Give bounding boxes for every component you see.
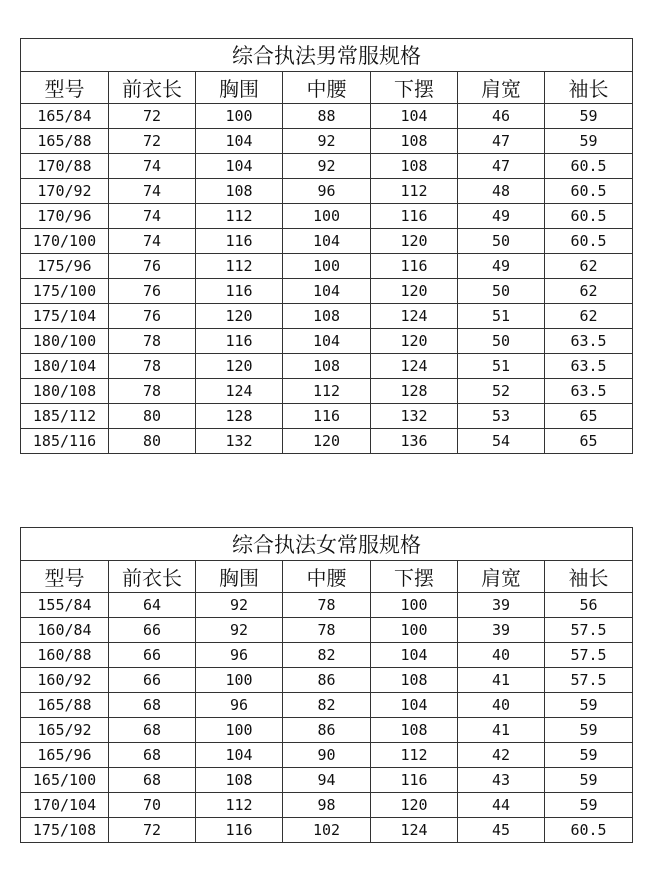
table-cell: 64 [109, 593, 196, 618]
table-cell: 62 [545, 279, 633, 304]
table-cell: 180/104 [21, 354, 109, 379]
table-cell: 128 [371, 379, 458, 404]
table-cell: 96 [283, 179, 371, 204]
men-spec-table [20, 38, 633, 454]
table-cell: 62 [545, 254, 633, 279]
table-cell: 170/88 [21, 154, 109, 179]
table-row [21, 229, 633, 254]
table-cell: 124 [371, 304, 458, 329]
table-cell: 92 [283, 154, 371, 179]
table-cell: 78 [283, 593, 371, 618]
table-cell: 60.5 [545, 229, 633, 254]
table-cell: 100 [283, 204, 371, 229]
table-cell: 66 [109, 643, 196, 668]
table-cell: 80 [109, 404, 196, 429]
table-cell: 39 [458, 593, 545, 618]
men-table-body [21, 104, 633, 454]
table-cell: 92 [283, 129, 371, 154]
table-cell: 160/88 [21, 643, 109, 668]
table-cell: 46 [458, 104, 545, 129]
table-cell: 51 [458, 304, 545, 329]
table-cell: 62 [545, 304, 633, 329]
table-cell: 57.5 [545, 668, 633, 693]
table-cell: 132 [196, 429, 283, 454]
table-cell: 92 [196, 593, 283, 618]
table-cell: 116 [196, 329, 283, 354]
table-cell: 108 [371, 718, 458, 743]
table-cell: 170/104 [21, 793, 109, 818]
table-cell: 82 [283, 643, 371, 668]
table-cell: 104 [283, 329, 371, 354]
table-cell: 86 [283, 718, 371, 743]
table-cell: 108 [283, 304, 371, 329]
table-cell: 136 [371, 429, 458, 454]
table-row [21, 304, 633, 329]
table-cell: 112 [196, 793, 283, 818]
table-cell: 116 [196, 279, 283, 304]
table-row [21, 793, 633, 818]
column-header: 型号 [21, 72, 109, 104]
table-cell: 59 [545, 129, 633, 154]
table-cell: 108 [196, 179, 283, 204]
table-cell: 104 [371, 643, 458, 668]
table-cell: 59 [545, 718, 633, 743]
table-cell: 175/100 [21, 279, 109, 304]
table-cell: 65 [545, 404, 633, 429]
table-cell: 50 [458, 329, 545, 354]
table-cell: 80 [109, 429, 196, 454]
table-cell: 59 [545, 743, 633, 768]
table-cell: 66 [109, 668, 196, 693]
table-cell: 112 [371, 179, 458, 204]
table-row [21, 818, 633, 843]
table-cell: 41 [458, 718, 545, 743]
table-cell: 47 [458, 154, 545, 179]
table-cell: 96 [196, 693, 283, 718]
table-cell: 53 [458, 404, 545, 429]
table-cell: 116 [196, 818, 283, 843]
table-cell: 39 [458, 618, 545, 643]
table-cell: 78 [283, 618, 371, 643]
table-cell: 65 [545, 429, 633, 454]
table-cell: 59 [545, 104, 633, 129]
table-cell: 60.5 [545, 154, 633, 179]
men-header-row [21, 72, 633, 104]
table-cell: 185/116 [21, 429, 109, 454]
table-cell: 100 [196, 104, 283, 129]
table-row [21, 354, 633, 379]
table-cell: 104 [371, 693, 458, 718]
table-row [21, 618, 633, 643]
table-cell: 108 [283, 354, 371, 379]
table-cell: 165/96 [21, 743, 109, 768]
table-cell: 40 [458, 643, 545, 668]
table-cell: 160/92 [21, 668, 109, 693]
table-cell: 120 [371, 279, 458, 304]
table-cell: 68 [109, 768, 196, 793]
table-cell: 78 [109, 354, 196, 379]
table-cell: 108 [371, 668, 458, 693]
column-header: 肩宽 [458, 561, 545, 593]
table-cell: 112 [196, 254, 283, 279]
table-cell: 63.5 [545, 329, 633, 354]
column-header: 胸围 [196, 561, 283, 593]
table-cell: 104 [196, 154, 283, 179]
table-cell: 92 [196, 618, 283, 643]
table-row [21, 104, 633, 129]
table-row [21, 179, 633, 204]
table-cell: 108 [196, 768, 283, 793]
table-cell: 78 [109, 329, 196, 354]
women-table-title: 综合执法女常服规格 [21, 528, 633, 561]
table-cell: 63.5 [545, 354, 633, 379]
table-cell: 49 [458, 204, 545, 229]
women-table-body [21, 593, 633, 843]
table-cell: 60.5 [545, 818, 633, 843]
table-cell: 112 [371, 743, 458, 768]
column-header: 下摆 [371, 72, 458, 104]
table-cell: 124 [371, 354, 458, 379]
table-cell: 82 [283, 693, 371, 718]
table-row [21, 593, 633, 618]
table-row [21, 429, 633, 454]
table-cell: 94 [283, 768, 371, 793]
women-header-row [21, 561, 633, 593]
table-cell: 74 [109, 229, 196, 254]
table-cell: 50 [458, 279, 545, 304]
table-cell: 63.5 [545, 379, 633, 404]
table-cell: 57.5 [545, 618, 633, 643]
table-cell: 155/84 [21, 593, 109, 618]
table-cell: 165/88 [21, 129, 109, 154]
table-cell: 175/108 [21, 818, 109, 843]
table-cell: 72 [109, 129, 196, 154]
table-cell: 51 [458, 354, 545, 379]
table-cell: 59 [545, 768, 633, 793]
table-cell: 124 [371, 818, 458, 843]
table-cell: 59 [545, 793, 633, 818]
table-cell: 108 [371, 129, 458, 154]
table-cell: 49 [458, 254, 545, 279]
table-cell: 100 [371, 618, 458, 643]
table-row [21, 279, 633, 304]
table-row [21, 404, 633, 429]
column-header: 袖长 [545, 72, 633, 104]
table-row [21, 743, 633, 768]
table-cell: 160/84 [21, 618, 109, 643]
table-row [21, 668, 633, 693]
table-cell: 57.5 [545, 643, 633, 668]
table-cell: 100 [196, 718, 283, 743]
table-cell: 124 [196, 379, 283, 404]
table-cell: 180/108 [21, 379, 109, 404]
table-cell: 44 [458, 793, 545, 818]
table-cell: 86 [283, 668, 371, 693]
table-row [21, 379, 633, 404]
table-row [21, 154, 633, 179]
table-cell: 76 [109, 254, 196, 279]
table-row [21, 129, 633, 154]
table-cell: 132 [371, 404, 458, 429]
table-cell: 165/92 [21, 718, 109, 743]
table-cell: 78 [109, 379, 196, 404]
table-cell: 102 [283, 818, 371, 843]
table-cell: 72 [109, 818, 196, 843]
table-cell: 68 [109, 718, 196, 743]
table-cell: 70 [109, 793, 196, 818]
table-cell: 112 [196, 204, 283, 229]
table-cell: 104 [196, 129, 283, 154]
table-cell: 165/100 [21, 768, 109, 793]
column-header: 胸围 [196, 72, 283, 104]
column-header: 前衣长 [109, 561, 196, 593]
table-cell: 74 [109, 204, 196, 229]
table-cell: 128 [196, 404, 283, 429]
table-cell: 165/84 [21, 104, 109, 129]
table-cell: 52 [458, 379, 545, 404]
column-header: 中腰 [283, 72, 371, 104]
table-cell: 104 [283, 229, 371, 254]
table-cell: 100 [196, 668, 283, 693]
table-cell: 120 [371, 229, 458, 254]
column-header: 前衣长 [109, 72, 196, 104]
table-cell: 40 [458, 693, 545, 718]
table-cell: 98 [283, 793, 371, 818]
table-cell: 185/112 [21, 404, 109, 429]
table-cell: 104 [283, 279, 371, 304]
column-header: 中腰 [283, 561, 371, 593]
table-row [21, 643, 633, 668]
table-cell: 74 [109, 154, 196, 179]
table-cell: 43 [458, 768, 545, 793]
table-cell: 60.5 [545, 179, 633, 204]
table-cell: 175/104 [21, 304, 109, 329]
table-cell: 120 [196, 354, 283, 379]
column-header: 下摆 [371, 561, 458, 593]
table-row [21, 329, 633, 354]
table-cell: 96 [196, 643, 283, 668]
table-row [21, 204, 633, 229]
table-cell: 104 [371, 104, 458, 129]
table-cell: 100 [371, 593, 458, 618]
table-cell: 45 [458, 818, 545, 843]
table-cell: 112 [283, 379, 371, 404]
table-cell: 175/96 [21, 254, 109, 279]
table-cell: 48 [458, 179, 545, 204]
men-table-title: 综合执法男常服规格 [21, 39, 633, 72]
table-cell: 116 [371, 768, 458, 793]
table-cell: 120 [283, 429, 371, 454]
table-cell: 120 [371, 329, 458, 354]
table-cell: 60.5 [545, 204, 633, 229]
table-cell: 68 [109, 743, 196, 768]
table-cell: 108 [371, 154, 458, 179]
column-header: 型号 [21, 561, 109, 593]
table-cell: 72 [109, 104, 196, 129]
column-header: 肩宽 [458, 72, 545, 104]
table-cell: 170/96 [21, 204, 109, 229]
table-cell: 88 [283, 104, 371, 129]
table-row [21, 254, 633, 279]
women-spec-table [20, 527, 633, 843]
table-cell: 42 [458, 743, 545, 768]
table-cell: 116 [371, 254, 458, 279]
table-cell: 59 [545, 693, 633, 718]
table-row [21, 718, 633, 743]
table-cell: 68 [109, 693, 196, 718]
table-cell: 104 [196, 743, 283, 768]
table-cell: 120 [371, 793, 458, 818]
column-header: 袖长 [545, 561, 633, 593]
table-cell: 50 [458, 229, 545, 254]
table-cell: 180/100 [21, 329, 109, 354]
table-cell: 100 [283, 254, 371, 279]
table-cell: 90 [283, 743, 371, 768]
table-cell: 66 [109, 618, 196, 643]
table-cell: 74 [109, 179, 196, 204]
table-cell: 76 [109, 304, 196, 329]
table-cell: 170/100 [21, 229, 109, 254]
table-cell: 165/88 [21, 693, 109, 718]
table-cell: 116 [371, 204, 458, 229]
table-cell: 170/92 [21, 179, 109, 204]
table-row [21, 693, 633, 718]
table-cell: 56 [545, 593, 633, 618]
table-cell: 116 [283, 404, 371, 429]
table-cell: 47 [458, 129, 545, 154]
table-cell: 76 [109, 279, 196, 304]
table-cell: 54 [458, 429, 545, 454]
table-cell: 120 [196, 304, 283, 329]
table-cell: 41 [458, 668, 545, 693]
table-cell: 116 [196, 229, 283, 254]
table-row [21, 768, 633, 793]
